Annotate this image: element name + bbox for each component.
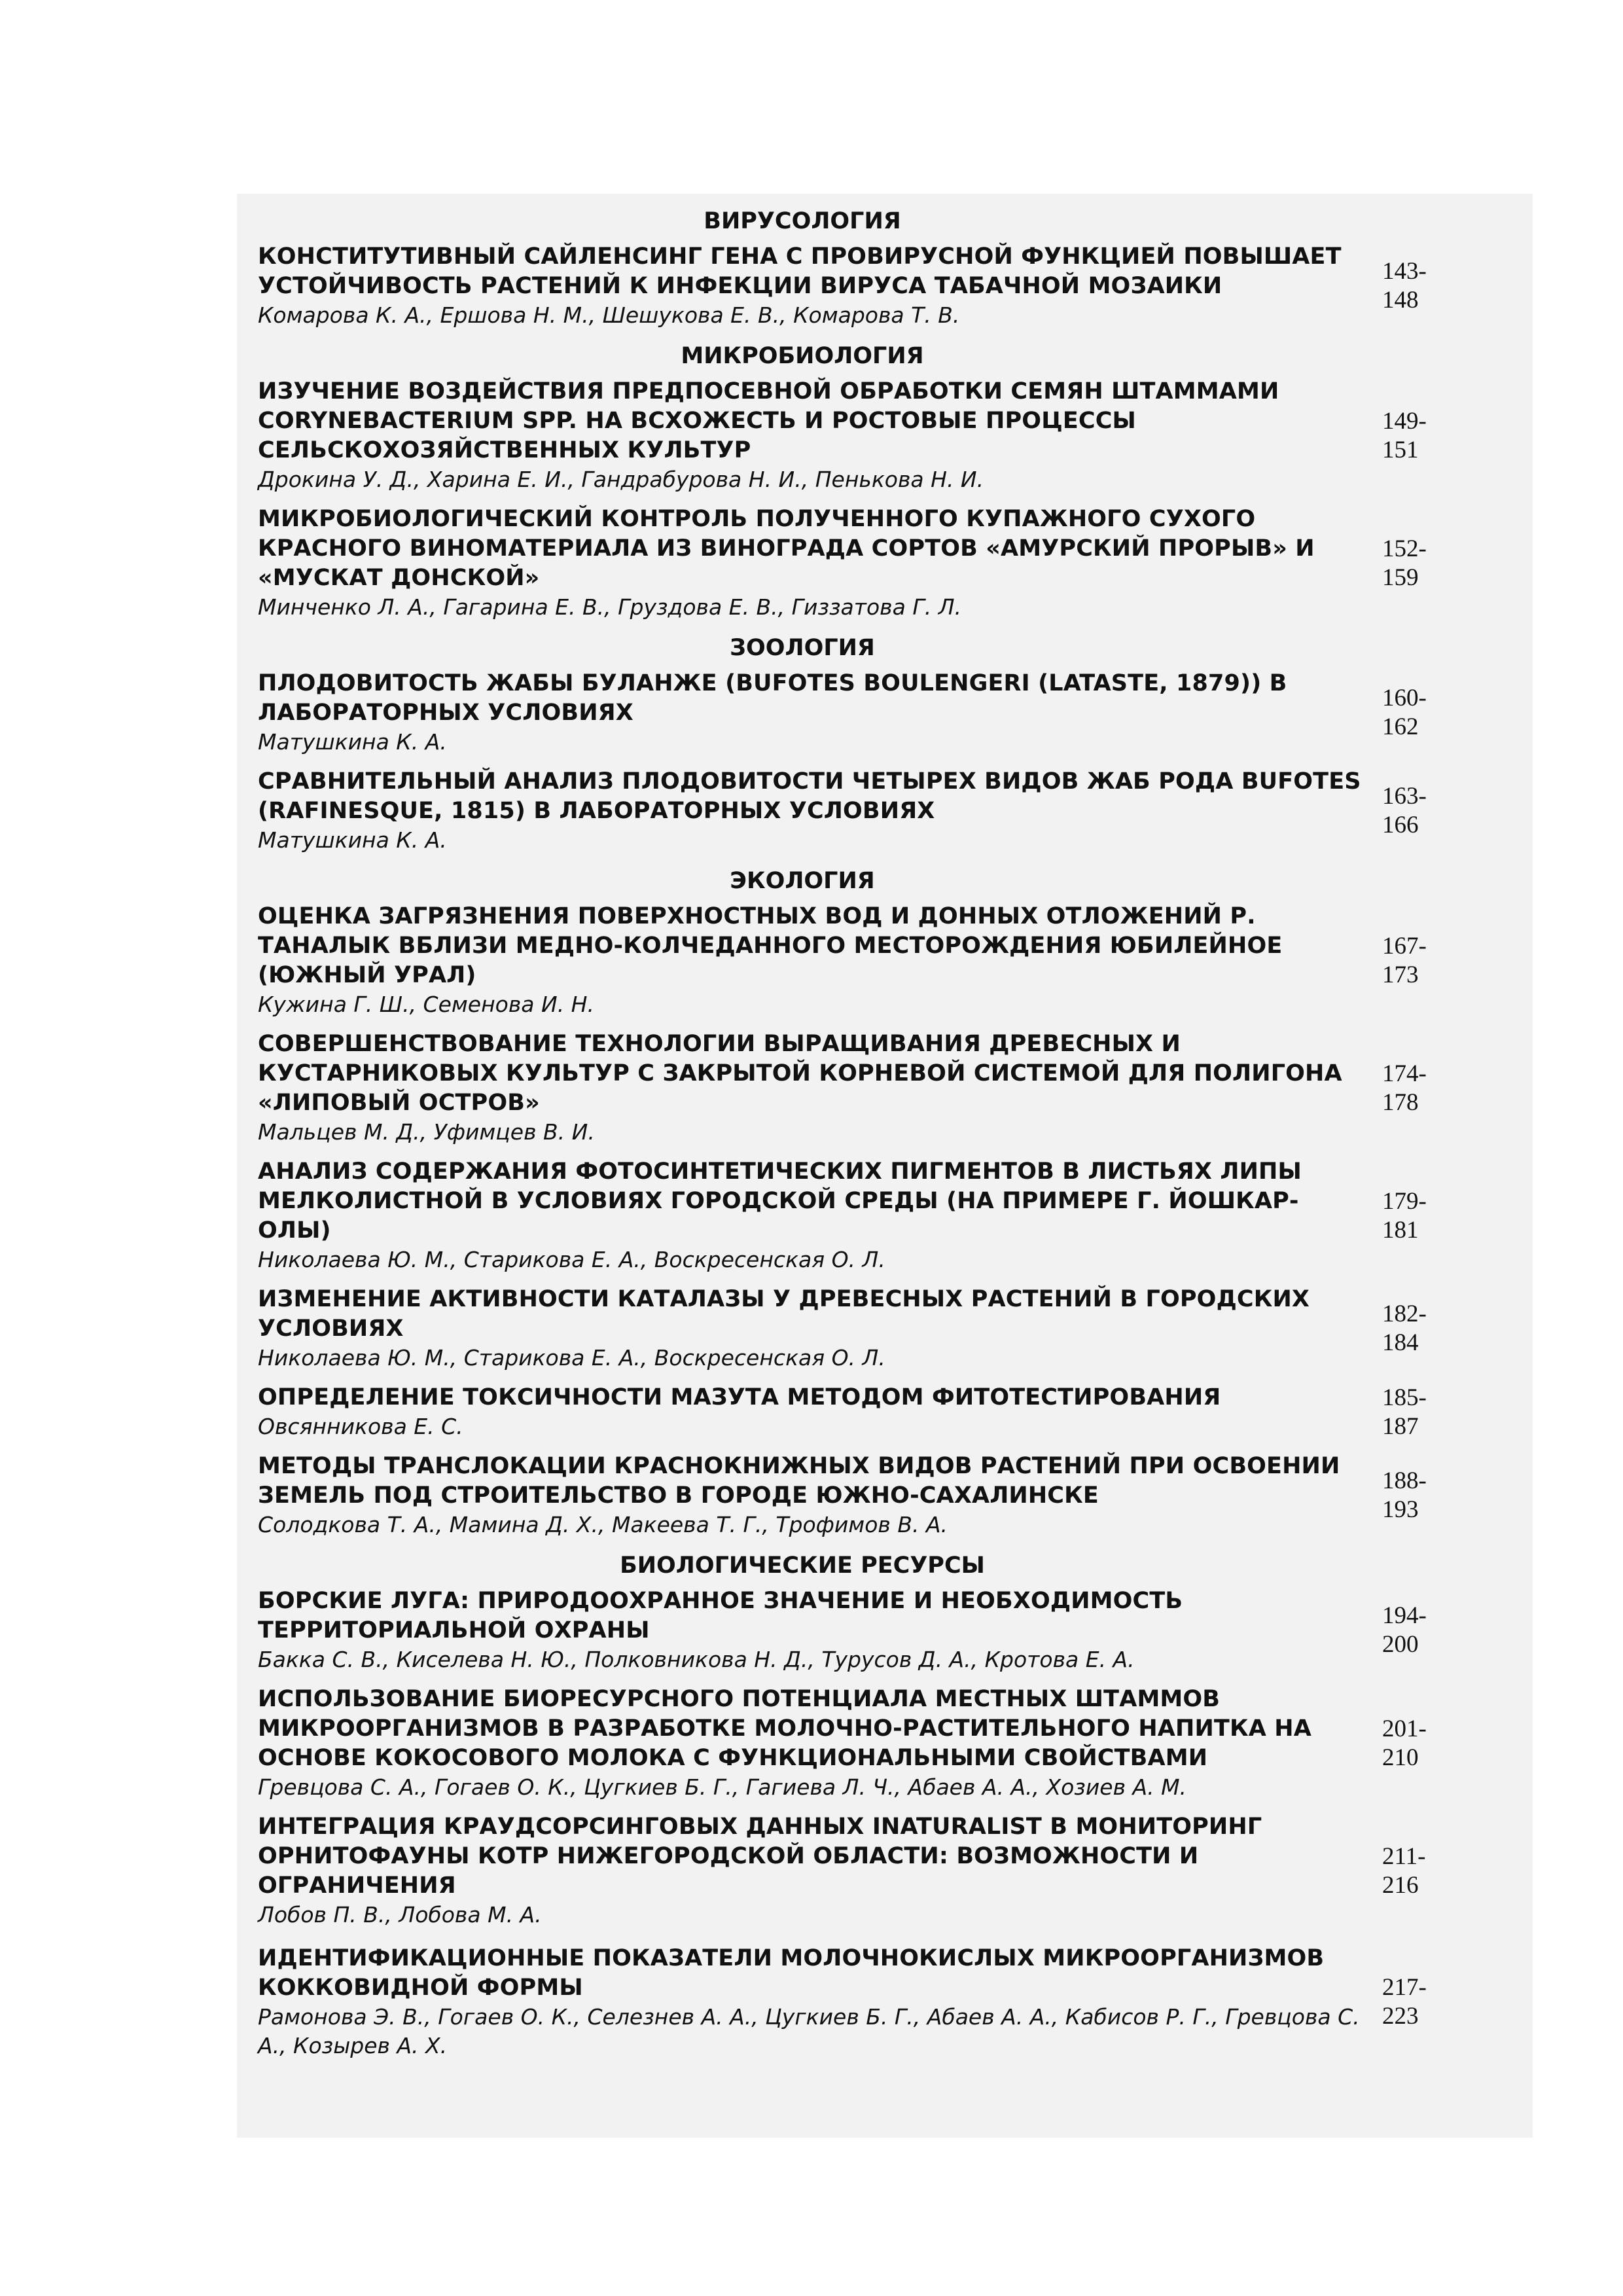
toc-entry[interactable] — [258, 767, 1427, 855]
page-range: 182-184 — [1382, 1300, 1427, 1356]
article-authors: Мальцев М. Д., Уфимцев В. И. — [258, 1119, 595, 1145]
toc-entry[interactable] — [258, 1587, 1427, 1674]
page-range: 211-216 — [1382, 1842, 1426, 1899]
page-range: 201-210 — [1382, 1715, 1427, 1771]
article-authors: Овсянникова Е. С. — [258, 1414, 463, 1439]
page-range: 149-151 — [1382, 407, 1427, 463]
table-of-contents — [237, 194, 1533, 2138]
page-range: 152-159 — [1382, 535, 1427, 591]
article-title: СОВЕРШЕНСТВОВАНИЕ ТЕХНОЛОГИИ ВЫРАЩИВАНИЯ ДРЕВЕСНЫХ И КУСТАРНИКОВЫХ КУЛЬТУР С ЗАКРЫТОЙ КОРНЕВОЙ СИСТЕМОЙ ДЛЯ ПОЛИГОНА «ЛИПОВЫЙ ОСТРОВ» — [258, 1031, 1342, 1116]
article-authors: Николаева Ю. М., Старикова Е. А., Воскресенская О. Л. — [258, 1247, 885, 1272]
article-title: ИСПОЛЬЗОВАНИЕ БИОРЕСУРСНОГО ПОТЕНЦИАЛА МЕСТНЫХ ШТАММОВ МИКРООРГАНИЗМОВ В РАЗРАБОТКЕ МОЛОЧНО-РАСТИТЕЛЬНОГО НАПИТКА НА ОСНОВЕ КОКОСОВОГО МОЛОКА С ФУНКЦИОНАЛЬНЫМИ СВОЙСТВАМИ — [258, 1686, 1311, 1771]
article-title: МИКРОБИОЛОГИЧЕСКИЙ КОНТРОЛЬ ПОЛУЧЕННОГО КУПАЖНОГО СУХОГО КРАСНОГО ВИНОМАТЕРИАЛА ИЗ ВИНОГРАДА СОРТОВ «АМУРСКИЙ ПРОРЫВ» И «МУСКАТ ДОНСКОЙ» — [258, 506, 1315, 591]
page-range: 143-148 — [1382, 258, 1427, 314]
article-authors: Гревцова С. А., Гогаев О. К., Цугкиев Б. Г., Гагиева Л. Ч., Абаев А. А., Хозиев А. М. — [258, 1774, 1187, 1800]
article-title: СРАВНИТЕЛЬНЫЙ АНАЛИЗ ПЛОДОВИТОСТИ ЧЕТЫРЕХ ВИДОВ ЖАБ РОДА BUFOTES (RAFINESQUE, 1815) В ЛАБОРАТОРНЫХ УСЛОВИЯХ — [258, 768, 1361, 824]
article-authors: Матушкина К. А. — [258, 827, 447, 853]
toc-entry[interactable] — [258, 1685, 1427, 1802]
toc-entry[interactable] — [258, 505, 1427, 622]
article-title: ИЗУЧЕНИЕ ВОЗДЕЙСТВИЯ ПРЕДПОСЕВНОЙ ОБРАБОТКИ СЕМЯН ШТАММАМИ CORYNEBACTERIUM SPP. НА ВСХОЖЕСТЬ И РОСТОВЫЕ ПРОЦЕССЫ СЕЛЬСКОХОЗЯЙСТВЕННЫХ КУЛЬТУР — [258, 378, 1279, 463]
toc-entry[interactable] — [258, 1157, 1427, 1274]
page-range: 179-181 — [1382, 1187, 1427, 1244]
page-range: 194-200 — [1382, 1602, 1427, 1658]
page-range: 174-178 — [1382, 1060, 1427, 1116]
page-range: 217-223 — [1382, 1974, 1427, 2030]
toc-entry[interactable] — [258, 669, 1427, 757]
article-authors: Минченко Л. А., Гагарина Е. В., Груздова Е. В., Гиззатова Г. Л. — [258, 594, 962, 620]
toc-entry[interactable] — [258, 1030, 1427, 1147]
article-title: ИНТЕГРАЦИЯ КРАУДСОРСИНГОВЫХ ДАННЫХ INATURALIST В МОНИТОРИНГ ОРНИТОФАУНЫ КОТР НИЖЕГОРОДСКОЙ ОБЛАСТИ: ВОЗМОЖНОСТИ И ОГРАНИЧЕНИЯ — [258, 1814, 1262, 1899]
article-authors: Кужина Г. Ш., Семенова И. Н. — [258, 992, 594, 1017]
article-title: ИЗМЕНЕНИЕ АКТИВНОСТИ КАТАЛАЗЫ У ДРЕВЕСНЫХ РАСТЕНИЙ В ГОРОДСКИХ УСЛОВИЯХ — [258, 1286, 1310, 1342]
article-authors: Дрокина У. Д., Харина Е. И., Гандрабурова Н. И., Пенькова Н. И. — [258, 467, 984, 492]
article-title: МЕТОДЫ ТРАНСЛОКАЦИИ КРАСНОКНИЖНЫХ ВИДОВ РАСТЕНИЙ ПРИ ОСВОЕНИИ ЗЕМЕЛЬ ПОД СТРОИТЕЛЬСТВО В ГОРОДЕ ЮЖНО-САХАЛИНСКЕ — [258, 1453, 1340, 1509]
article-authors: Лобов П. В., Лобова М. А. — [258, 1902, 542, 1928]
page-range: 185-187 — [1382, 1384, 1427, 1440]
toc-entry[interactable] — [258, 1812, 1426, 1929]
page-range: 163-166 — [1382, 783, 1427, 838]
page-range: 188-193 — [1382, 1467, 1427, 1523]
article-authors: Матушкина К. А. — [258, 729, 447, 755]
article-title: БОРСКИЕ ЛУГА: ПРИРОДООХРАННОЕ ЗНАЧЕНИЕ И НЕОБХОДИМОСТЬ ТЕРРИТОРИАЛЬНОЙ ОХРАНЫ — [258, 1588, 1183, 1643]
section-heading: БИОЛОГИЧЕСКИЕ РЕСУРСЫ — [620, 1552, 985, 1579]
section-heading: МИКРОБИОЛОГИЯ — [681, 343, 924, 369]
section-heading: ЭКОЛОГИЯ — [730, 868, 875, 894]
article-title: ОЦЕНКА ЗАГРЯЗНЕНИЯ ПОВЕРХНОСТНЫХ ВОД И ДОННЫХ ОТЛОЖЕНИЙ Р. ТАНАЛЫК ВБЛИЗИ МЕДНО-КОЛЧЕДАННОГО МЕСТОРОЖДЕНИЯ ЮБИЛЕЙНОЕ (ЮЖНЫЙ УРАЛ) — [258, 903, 1283, 988]
article-title: АНАЛИЗ СОДЕРЖАНИЯ ФОТОСИНТЕТИЧЕСКИХ ПИГМЕНТОВ В ЛИСТЬЯХ ЛИПЫ МЕЛКОЛИСТНОЙ В УСЛОВИЯХ ГОРОДСКОЙ СРЕДЫ (НА ПРИМЕРЕ Г. ЙОШКАР-ОЛЫ) — [258, 1158, 1302, 1244]
toc-entry[interactable] — [258, 377, 1427, 494]
article-authors: Солодкова Т. А., Мамина Д. Х., Макеева Т. Г., Трофимов В. А. — [258, 1512, 948, 1537]
section-heading: ЗООЛОГИЯ — [730, 635, 875, 661]
article-authors: Комарова К. А., Ершова Н. М., Шешукова Е. В., Комарова Т. В. — [258, 302, 960, 328]
page-range: 167-173 — [1382, 932, 1427, 988]
article-authors: Рамонова Э. В., Гогаев О. К., Селезнев А. А., Цугкиев Б. Г., Абаев А. А., Кабисов Р. Г., Гревцова С. А., Козырев А. Х. — [258, 2004, 1360, 2058]
article-authors: Бакка С. В., Киселева Н. Ю., Полковникова Н. Д., Турусов Д. А., Кротова Е. А. — [258, 1647, 1135, 1672]
toc-entry[interactable] — [258, 1452, 1427, 1539]
toc-entry[interactable] — [258, 1383, 1427, 1441]
toc-entry[interactable] — [258, 902, 1427, 1019]
article-authors: Николаева Ю. М., Старикова Е. А., Воскресенская О. Л. — [258, 1345, 885, 1371]
toc-entry[interactable] — [258, 1285, 1427, 1372]
page-range: 160-162 — [1382, 685, 1427, 740]
article-title: ИДЕНТИФИКАЦИОННЫЕ ПОКАЗАТЕЛИ МОЛОЧНОКИСЛЫХ МИКРООРГАНИЗМОВ КОККОВИДНОЙ ФОРМЫ — [258, 1945, 1325, 2001]
toc-entry[interactable] — [258, 1944, 1427, 2060]
article-title: КОНСТИТУТИВНЫЙ САЙЛЕНСИНГ ГЕНА С ПРОВИРУСНОЙ ФУНКЦИЕЙ ПОВЫШАЕТ УСТОЙЧИВОСТЬ РАСТЕНИЙ К ИНФЕКЦИИ ВИРУСА ТАБАЧНОЙ МОЗАИКИ — [258, 243, 1342, 299]
article-title: ПЛОДОВИТОСТЬ ЖАБЫ БУЛАНЖЕ (BUFOTES BOULENGERI (LATASTE, 1879)) В ЛАБОРАТОРНЫХ УСЛОВИЯХ — [258, 670, 1287, 726]
toc-entry[interactable] — [258, 242, 1427, 330]
section-heading: ВИРУСОЛОГИЯ — [704, 208, 901, 234]
article-title: ОПРЕДЕЛЕНИЕ ТОКСИЧНОСТИ МАЗУТА МЕТОДОМ ФИТОТЕСТИРОВАНИЯ — [258, 1384, 1221, 1410]
